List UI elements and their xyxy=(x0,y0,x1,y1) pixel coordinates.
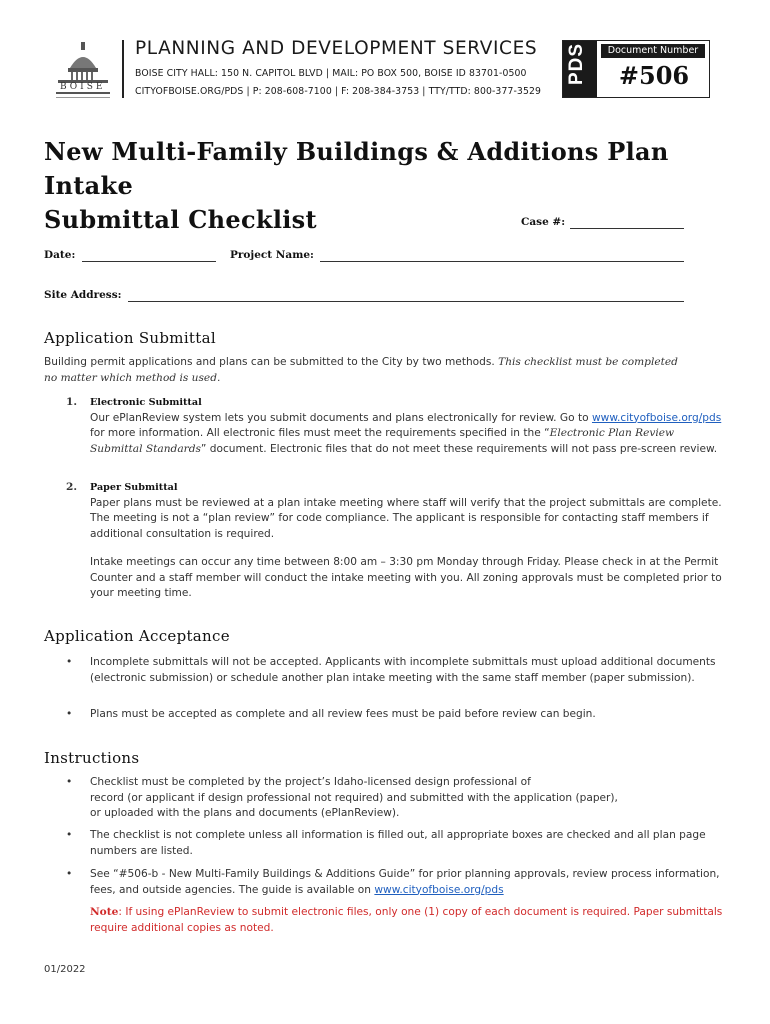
bullet-icon: • xyxy=(66,776,73,788)
pds-badge: PDS xyxy=(566,42,587,85)
application-submittal-heading: Application Submittal xyxy=(44,329,216,347)
case-number-field[interactable] xyxy=(570,228,684,229)
doc-number-label-bar xyxy=(601,44,705,58)
item-number: 1. xyxy=(66,396,78,408)
org-contact: CITYOFBOISE.ORG/PDS | P: 208-608-7100 | F: 208-384-3753 | TTY/TTD: 800-377-3529 xyxy=(135,86,541,97)
date-field[interactable] xyxy=(82,261,216,262)
bullet-icon: • xyxy=(66,829,73,841)
document-number-box xyxy=(562,40,710,98)
bullet-text: The checklist is not complete unless all information is filled out, all appropriate boxes are checked and all plan page numbers are listed. xyxy=(90,829,706,857)
bullet-text: Plans must be accepted as complete and all review fees must be paid before review can begin. xyxy=(90,708,596,720)
case-label: Case #: xyxy=(521,216,566,228)
title-line-2: Submittal Checklist xyxy=(44,205,317,234)
title-line-1: New Multi-Family Buildings & Additions Plan Intake xyxy=(44,137,669,200)
site-address-field[interactable] xyxy=(128,301,684,302)
note-label: Note xyxy=(90,906,119,918)
header-divider xyxy=(122,40,124,98)
item-heading: Paper Submittal xyxy=(90,482,178,493)
doc-number: #506 xyxy=(618,61,690,90)
boise-city-logo xyxy=(52,40,114,100)
bullet-text: Incomplete submittals will not be accepted. Applicants with incomplete submittals must upload additional documents (electronic submission) or schedule another plan intake meeting with the same staff member (paper submission). xyxy=(90,656,716,684)
site-address-label: Site Address: xyxy=(44,289,122,301)
submittal-item-electronic xyxy=(66,395,726,457)
org-address: BOISE CITY HALL: 150 N. CAPITOL BLVD | MAIL: PO BOX 500, BOISE ID 83701-0500 xyxy=(135,68,527,79)
date-label: Date: xyxy=(44,249,76,261)
item-body: Our ePlanReview system lets you submit documents and plans electronically for review. Go to www.cityofboise.org/pds for more information. All electronic files must meet the requirements specified in the “Electronic Plan Review Submittal Standards” document. Electronic files that do not meet these requirements will not pass pre-screen review. xyxy=(90,411,722,455)
page-title xyxy=(44,135,734,237)
bullet-text: See “#506-b - New Multi-Family Buildings & Additions Guide” for prior planning approvals, review process information, fees, and outside agencies. The guide is available on www.cityofboise.org/pds xyxy=(90,868,720,896)
bullet-icon: • xyxy=(66,656,73,668)
bullet-text: Checklist must be completed by the project’s Idaho-licensed design professional of record (or applicant if design professional not required) and submitted with the application (paper), or uploaded with the plans and documents (ePlanReview). xyxy=(90,776,618,819)
item-heading: Electronic Submittal xyxy=(90,397,202,408)
pds-website-link[interactable]: www.cityofboise.org/pds xyxy=(591,411,722,424)
org-name: PLANNING AND DEVELOPMENT SERVICES xyxy=(135,38,538,59)
application-submittal-intro: Building permit applications and plans can be submitted to the City by two methods. This checklist must be completed no matter which method is used. xyxy=(44,356,678,384)
project-name-field[interactable] xyxy=(320,261,684,262)
bullet-icon: • xyxy=(66,708,73,720)
doc-number-label: Document Number xyxy=(607,45,699,56)
item-number: 2. xyxy=(66,481,78,493)
instructions-heading: Instructions xyxy=(44,749,140,767)
submittal-item-paper xyxy=(66,480,726,602)
project-name-label: Project Name: xyxy=(230,249,314,261)
item-body-2: Intake meetings can occur any time between 8:00 am – 3:30 pm Monday through Friday. Please check in at the Permit Counter and a staff member will conduct the intake meeting with you. All zoning approvals must be completed prior to your meeting time. xyxy=(90,556,722,599)
pds-website-link[interactable]: www.cityofboise.org/pds xyxy=(374,883,504,896)
note-text: Note: If using ePlanReview to submit electronic files, only one (1) copy of each document is required. Paper submittals require additional copies as noted. xyxy=(90,906,723,934)
logo-text: BOISE xyxy=(60,82,106,92)
application-acceptance-heading: Application Acceptance xyxy=(44,627,230,645)
item-body: Paper plans must be reviewed at a plan intake meeting where staff will verify that the project submittals are complete. The meeting is not a “plan review” for code compliance. The applicant is responsible for contacting staff members if additional consultation is required. xyxy=(90,496,722,540)
footer-date: 01/2022 xyxy=(44,964,86,975)
bullet-icon: • xyxy=(66,868,73,880)
